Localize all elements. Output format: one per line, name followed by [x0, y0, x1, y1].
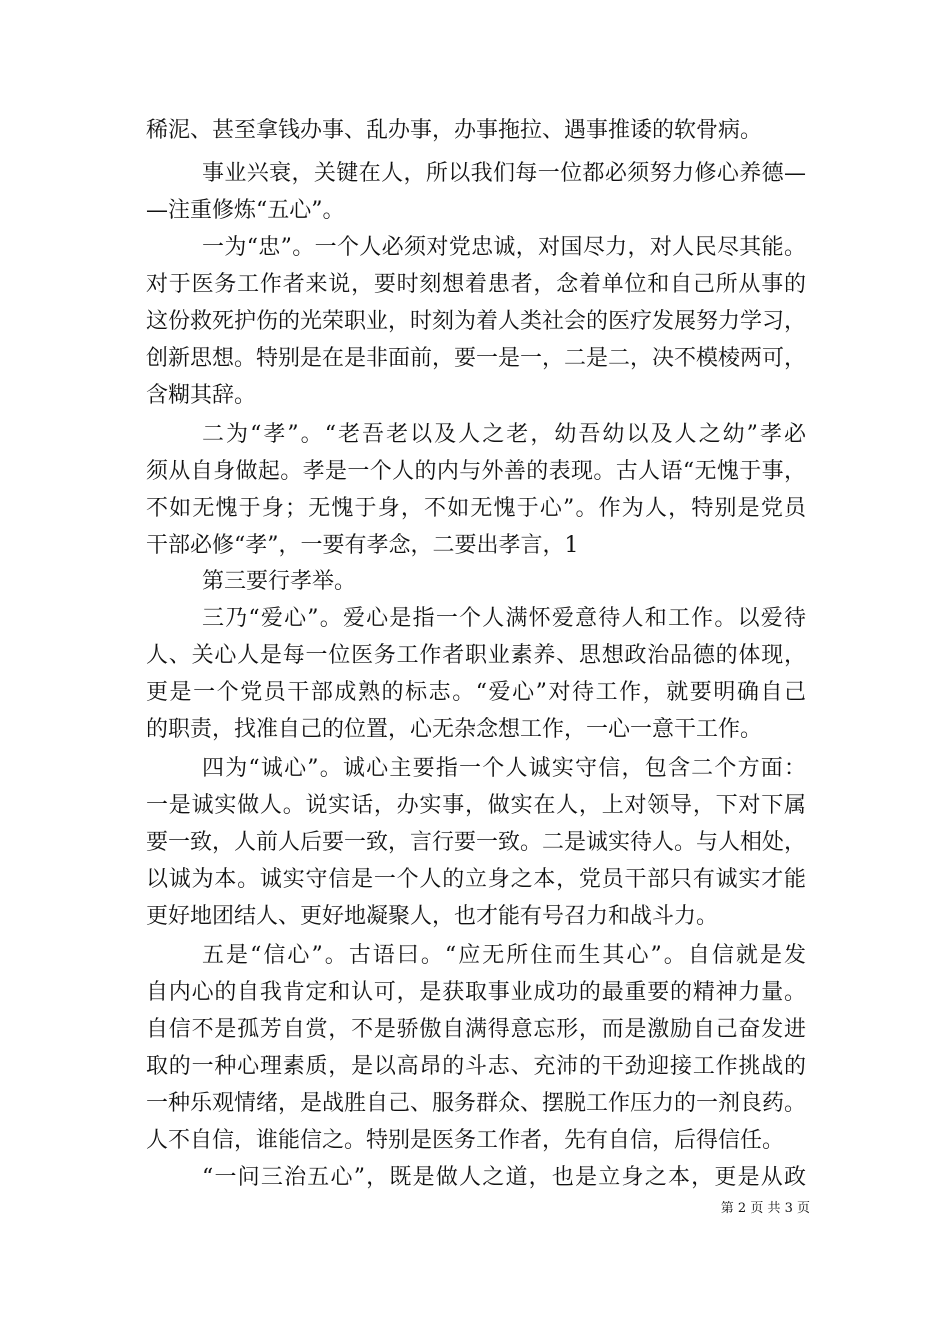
text-line: 稀泥、甚至拿钱办事、乱办事，办事拖拉、遇事推诿的软骨病。: [146, 118, 763, 143]
text-line: 干部必修“孝”，一要有孝念，二要出孝言，1: [146, 533, 579, 558]
text-line: 以诚为本。诚实守信是一个人的立身之本，党员干部只有诚实才能: [146, 867, 806, 892]
text-line: 自信不是孤芳自赏，不是骄傲自满得意忘形，而是激励自己奋发进: [146, 1017, 806, 1042]
text-line: 第三要行孝举。: [202, 569, 357, 594]
text-line: 三乃“爱心”。爱心是指一个人满怀爱意待人和工作。以爱待: [202, 606, 806, 631]
page-number-footer: 第 2 页 共 3 页: [720, 1201, 810, 1216]
text-line: 人、关心人是每一位医务工作者职业素养、思想政治品德的体现，: [146, 643, 806, 668]
text-line: 更是一个党员干部成熟的标志。“爱心”对待工作，就要明确自己: [146, 680, 806, 705]
text-line: 须从自身做起。孝是一个人的内与外善的表现。古人语“无愧于事，: [146, 459, 806, 484]
text-line: 对于医务工作者来说，要时刻想着患者，念着单位和自己所从事的: [146, 272, 806, 297]
text-line: 二为“孝”。“老吾老以及人之老，幼吾幼以及人之幼”孝必: [202, 422, 806, 447]
text-line: —注重修炼“五心”。: [146, 198, 345, 223]
text-line: 这份救死护伤的光荣职业，时刻为着人类社会的医疗发展努力学习，: [146, 309, 807, 334]
text-line: 自内心的自我肯定和认可，是获取事业成功的最重要的精神力量。: [146, 980, 806, 1005]
text-line: 一为“忠”。一个人必须对党忠诚，对国尽力，对人民尽其能。: [202, 235, 806, 260]
text-line: 一种乐观情绪，是战胜自己、服务群众、摆脱工作压力的一剂良药。: [146, 1091, 807, 1116]
text-line: 更好地团结人、更好地凝聚人，也才能有号召力和战斗力。: [146, 904, 719, 929]
text-line: 五是“信心”。古语曰。“应无所住而生其心”。自信就是发: [202, 943, 806, 968]
text-line: 要一致，人前人后要一致，言行要一致。二是诚实待人。与人相处，: [146, 830, 807, 855]
text-line: 人不自信，谁能信之。特别是医务工作者，先有自信，后得信任。: [146, 1128, 785, 1153]
text-line: 的职责，找准自己的位置，心无杂念想工作，一心一意干工作。: [146, 717, 763, 742]
text-line: 四为“诚心”。诚心主要指一个人诚实守信，包含二个方面：: [202, 756, 806, 781]
text-line: 一是诚实做人。说实话，办实事，做实在人，上对领导，下对下属: [146, 793, 806, 818]
text-line: 创新思想。特别是在是非面前，要一是一，二是二，决不模棱两可，: [146, 346, 807, 371]
text-line: 含糊其辞。: [146, 383, 257, 408]
text-line: “一问三治五心”，既是做人之道，也是立身之本，更是从政: [202, 1165, 806, 1190]
text-line: 事业兴衰，关键在人，所以我们每一位都必须努力修心养德—: [202, 161, 806, 186]
text-line: 不如无愧于身；无愧于身，不如无愧于心”。作为人，特别是党员: [146, 496, 806, 521]
text-line: 取的一种心理素质，是以高昂的斗志、充沛的干劲迎接工作挑战的: [146, 1054, 806, 1079]
